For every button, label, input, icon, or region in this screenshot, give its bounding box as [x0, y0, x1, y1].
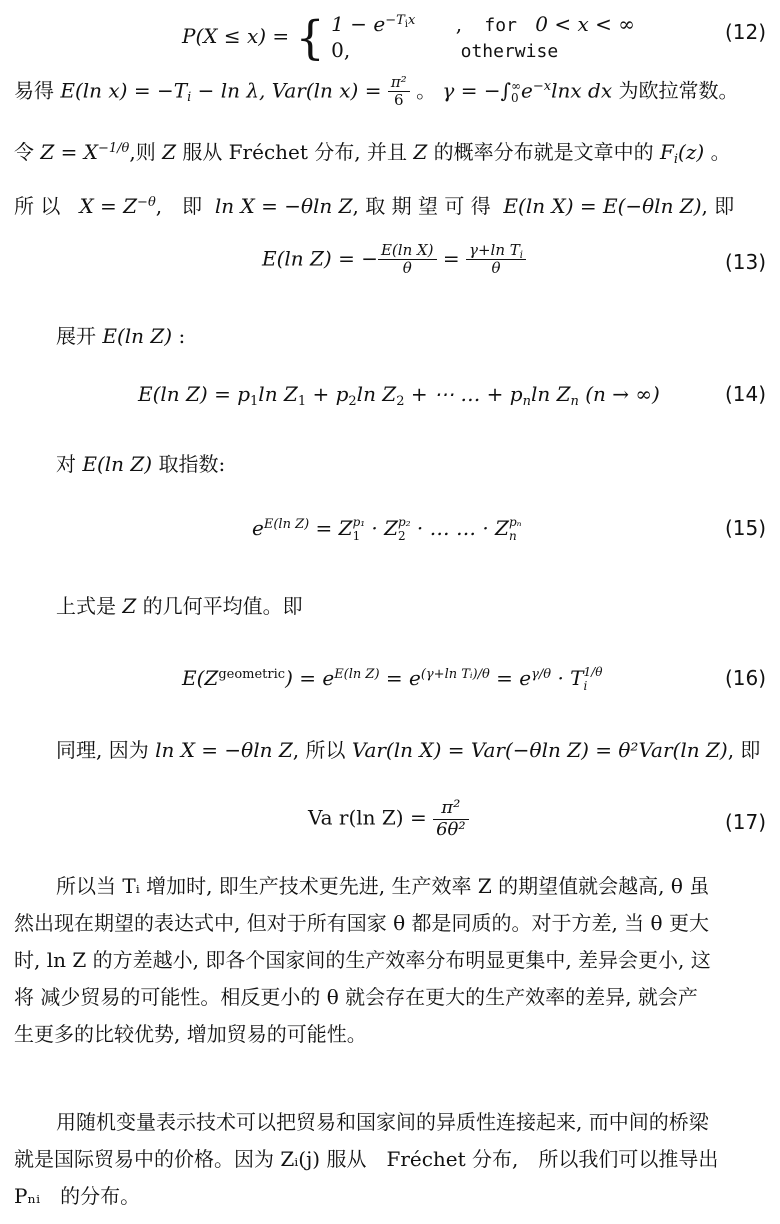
eq15-z2-sub: 2	[398, 528, 406, 543]
eq16-tail-sub: i	[583, 678, 588, 693]
line-easy-frac-den: 6	[393, 91, 404, 110]
line-easy-text3: 为欧拉常数。	[618, 78, 739, 103]
eq13-equals: =	[436, 246, 467, 271]
eq14-sub2: 1	[297, 393, 307, 409]
eq12-otherwise: otherwise	[460, 40, 559, 62]
line-so-math3: E(ln X) = E(−θln Z)	[503, 194, 702, 218]
line-easy	[14, 74, 780, 110]
eq14-number: (14)	[724, 382, 766, 406]
eq16-tail-sup: 1/θ	[583, 665, 603, 680]
line-easy-int-sub: 0	[511, 90, 519, 105]
line-let-math1: Z = X	[40, 140, 98, 164]
line-easy-frac	[388, 74, 410, 110]
eq15-dot1: · Z	[365, 516, 399, 540]
eq13-frac1-den: θ	[402, 259, 412, 278]
eq16-e3-sup: γ/θ	[531, 666, 552, 682]
eq12-for: for	[484, 15, 517, 36]
para2-line3: Pₙᵢ 的分布。	[14, 1184, 141, 1208]
eq15-number: (15)	[724, 516, 766, 540]
geo-label-text1: 上式是	[56, 594, 116, 618]
eq16-lhs-sup: geometric	[218, 666, 286, 682]
eq13-frac1	[378, 242, 437, 278]
line-same-text3: , 即	[727, 738, 761, 762]
equation-12	[0, 8, 780, 65]
para2-line2: 就是国际贸易中的价格。因为 Zᵢ(j) 服从 Fréchet 分布, 所以我们可以推导出	[14, 1147, 719, 1171]
eq14-part-g: (n → ∞)	[578, 382, 660, 406]
eq12-case1-comma: ,	[455, 12, 463, 36]
line-same-text1: 同理, 因为	[56, 738, 149, 762]
eq15-z2-sup: p₂	[398, 515, 411, 530]
line-easy-math3: γ = −∫	[442, 78, 512, 103]
eq14-sub5: n	[522, 393, 531, 409]
line-easy-math5: lnx dx	[551, 78, 613, 103]
eq12-lhs: P(X ≤ x) =	[182, 24, 296, 48]
line-let-math4-sub: i	[673, 151, 679, 167]
eq14-part-a: E(ln Z) = p	[138, 382, 251, 406]
eq16-e1-sup: E(ln Z)	[334, 666, 380, 682]
line-so-math1: X = Z	[79, 194, 138, 218]
eq12-case1-supsub: i	[404, 18, 408, 30]
line-easy-int-sup: ∞	[511, 78, 522, 93]
line-so-math1-sup: −θ	[137, 194, 156, 210]
line-let-math4b: (z)	[678, 140, 705, 164]
line-let-text5: 。	[710, 140, 731, 164]
eq12-brace: {	[295, 10, 325, 65]
eq17-frac-num: π²	[433, 798, 469, 820]
eq13-frac2-num: γ+ln T	[469, 241, 520, 259]
line-easy-math1: E(ln x) = −T	[60, 78, 188, 103]
eq12-number: (12)	[724, 20, 766, 44]
eq15-eq: = Z	[309, 516, 353, 540]
eq15-zn-sub: n	[508, 528, 517, 543]
eq14-sub3: 2	[348, 393, 357, 409]
eq12-case1-expr: 1 − e	[331, 12, 386, 36]
exp-label	[56, 448, 780, 477]
eq14-sub6: n	[570, 393, 579, 409]
line-easy-math4: e	[521, 78, 533, 103]
line-let-math3: Z	[413, 140, 428, 164]
paragraph-price-bridge	[14, 1104, 766, 1215]
para1-line2: 然出现在期望的表达式中, 但对于所有国家 θ 都是同质的。对于方差, 当 θ 更大	[14, 911, 709, 935]
equation-13	[0, 238, 780, 288]
expand-label-text1: 展开	[56, 324, 96, 348]
line-same-math2: Var(ln X) = Var(−θln Z) = θ²Var(ln Z)	[351, 738, 728, 762]
line-let-text1: 令	[14, 140, 34, 164]
equation-17	[0, 796, 780, 850]
line-so-math2: ln X = −θln Z	[214, 194, 353, 218]
line-easy-text2: 。	[416, 78, 437, 103]
eq14-part-d: ln Z	[356, 382, 397, 406]
line-same	[56, 734, 780, 763]
exp-label-math1: E(ln Z)	[82, 452, 153, 476]
eq12-case1-supx: x	[408, 12, 416, 28]
eq16-lhs: E(Z	[182, 666, 219, 690]
eq13-frac2	[466, 242, 526, 278]
eq17-frac-den: 6θ²	[436, 818, 466, 840]
line-let-text3: 服从 Fréchet 分布, 并且	[182, 140, 407, 164]
eq14-part-c: + p	[306, 382, 349, 406]
para1-line3: 时, ln Z 的方差越小, 即各个国家间的生产效率分布明显更集中, 差异会更小, 这	[14, 948, 711, 972]
eq14-part-b: ln Z	[258, 382, 298, 406]
eq13-frac1-num: E(ln X)	[378, 242, 437, 260]
para1-line4: 将 减少贸易的可能性。相反更小的 θ 就会存在更大的生产效率的差异, 就会产	[14, 985, 698, 1009]
eq16-lhs-close: ) = e	[285, 666, 335, 690]
line-easy-frac-num: π²	[388, 74, 410, 92]
eq12-case1-cond: 0 < x < ∞	[535, 12, 635, 36]
line-so-text3: , 取 期 望 可 得	[352, 194, 491, 218]
eq13-frac2-den: θ	[491, 259, 501, 278]
line-let-math4: F	[659, 140, 674, 164]
eq16-eq2: = e	[379, 666, 421, 690]
eq13-number: (13)	[724, 250, 766, 274]
eq16-tail: · T	[551, 666, 584, 690]
geometric-label	[56, 590, 780, 619]
paragraph-variance-discussion	[14, 868, 766, 1053]
eq15-z1-sub: 1	[352, 528, 361, 543]
eq14-part-e: + ⋯ … + p	[404, 382, 523, 406]
line-let	[14, 136, 780, 165]
expand-label-text2: :	[178, 324, 186, 348]
line-let-text2: ,则	[129, 140, 156, 164]
eq16-eq3: = e	[489, 666, 532, 690]
eq17-number: (17)	[724, 810, 766, 834]
geo-label-text2: 的几何平均值。即	[142, 594, 303, 618]
eq15-base-sup: E(ln Z)	[263, 516, 310, 532]
geo-label-math1: Z	[122, 594, 137, 618]
line-so-text1: 所 以	[14, 194, 61, 218]
line-easy-math4-sup: −x	[532, 79, 552, 95]
line-same-math1: ln X = −θln Z	[155, 738, 293, 762]
line-so-text2: , 即	[155, 194, 203, 218]
eq12-cases	[331, 12, 635, 63]
eq15-base: e	[252, 516, 264, 540]
para2-line1: 用随机变量表示技术可以把贸易和国家间的异质性连接起来, 而中间的桥梁	[56, 1110, 709, 1134]
eq14-sub1: 1	[250, 393, 259, 409]
eq14-part-f: ln Z	[530, 382, 571, 406]
eq12-case2-expr: 0,	[331, 37, 351, 62]
line-easy-text1: 易得	[14, 78, 54, 103]
line-easy-math1-sub: i	[187, 90, 192, 106]
eq14-sub4: 2	[396, 393, 405, 409]
eq15-zn-sup: pₙ	[508, 515, 522, 530]
eq16-number: (16)	[724, 666, 766, 690]
line-so	[14, 190, 780, 219]
eq17-lhs: Va r(ln Z) =	[308, 805, 434, 830]
line-let-math2: Z	[162, 140, 176, 164]
line-let-math1-sup: −1/θ	[97, 140, 130, 156]
exp-label-text1: 对	[56, 452, 76, 476]
para1-line5: 生更多的比较优势, 增加贸易的可能性。	[14, 1022, 367, 1046]
line-easy-math2: − ln λ, Var(ln x) =	[191, 78, 388, 103]
eq15-mid: · … … · Z	[410, 516, 509, 540]
line-so-text4: , 即	[701, 194, 735, 218]
eq15-z1-sup: p₁	[352, 515, 366, 530]
eq12-case1-sup: −T	[385, 12, 405, 28]
line-same-text2: , 所以	[292, 738, 346, 762]
eq13-lhs: E(ln Z) = −	[262, 246, 378, 271]
expand-label-math1: E(ln Z)	[102, 324, 173, 348]
line-let-text4: 的概率分布就是文章中的	[433, 140, 654, 164]
exp-label-text2: 取指数:	[158, 452, 226, 476]
eq13-frac2-num-sub: i	[519, 250, 523, 261]
eq17-frac	[433, 798, 469, 840]
para1-line1: 所以当 Tᵢ 增加时, 即生产技术更先进, 生产效率 Z 的期望值就会越高, θ 虽	[56, 874, 710, 898]
expand-label	[56, 320, 780, 349]
eq16-e2-sup: (γ+ln Tᵢ)/θ	[420, 666, 490, 682]
